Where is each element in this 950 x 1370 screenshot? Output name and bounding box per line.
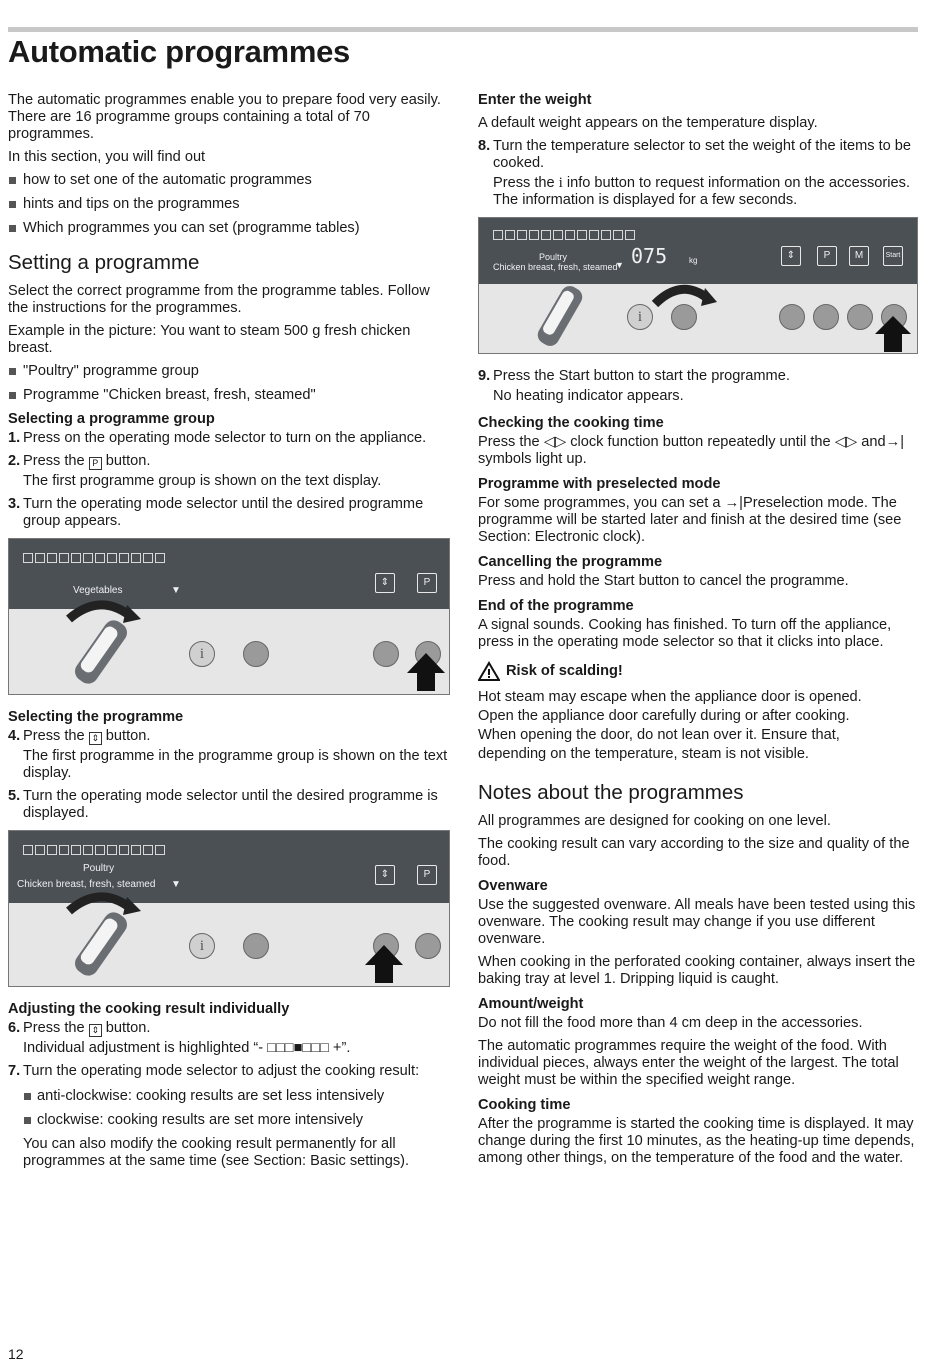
subheading-adjust: Adjusting the cooking result individually xyxy=(8,1001,290,1017)
control-panel-illustration-3 xyxy=(478,217,918,354)
page-number: 12 xyxy=(8,1346,24,1362)
weight-unit: kg xyxy=(689,256,698,265)
step-item: 4. Press the ⇕ button. The first programme in the programme group is shown on the text display. xyxy=(8,728,448,781)
amount-text: Do not fill the food more than 4 cm deep in the accessories. xyxy=(478,1015,863,1031)
round-button xyxy=(813,304,839,330)
updown-key-icon: ⇕ xyxy=(89,732,102,745)
warning-triangle-icon xyxy=(478,661,500,681)
end-text: A signal sounds. Cooking has finished. To turn off the appliance, press in the operating mode selector so that it clicks into place. xyxy=(478,617,892,650)
display-text-group: Poultry xyxy=(539,252,568,262)
display-text: Vegetables xyxy=(73,585,123,596)
selector-knob-icon xyxy=(523,274,603,354)
step-item: 9. Press the Start button to start the programme. No heating indicator appears. xyxy=(478,368,790,404)
page-title: Automatic programmes xyxy=(8,34,350,69)
group-steps xyxy=(8,430,450,530)
dropdown-arrow-icon: ▼ xyxy=(171,585,181,596)
clock-arrows-icon: ◁▷ xyxy=(834,434,858,450)
intro-list xyxy=(8,172,450,237)
display-text-group: Poultry xyxy=(83,863,115,874)
mode-icons-row xyxy=(493,230,635,240)
subheading-checking: Checking the cooking time xyxy=(478,415,664,431)
subheading-group: Selecting a programme group xyxy=(8,411,215,427)
control-panel-illustration-2 xyxy=(8,830,450,987)
updown-key-icon: ⇕ xyxy=(89,1024,102,1037)
step-item: 1. Press on the operating mode selector to turn on the appliance. xyxy=(8,430,427,446)
info-button-icon: i xyxy=(189,933,215,959)
notes-text: The cooking result can vary according to the size and quality of the food. xyxy=(478,836,910,869)
mode-icons-row xyxy=(23,553,165,563)
risk-text: Hot steam may escape when the appliance door is opened. Open the appliance door carefully during or after cooking. When opening the door, do not lean over it. Ensure that, depending on the temperature, steam is not visible. xyxy=(478,689,862,762)
step-item: 7. Turn the operating mode selector to adjust the cooking result: anti-clockwise: cooking results are set less intensively clockwise: cooking results are set more intensively You can also modify the cooking result permanently for all programmes at the same time (see Section: Basic settings). xyxy=(8,1063,450,1170)
setting-list xyxy=(8,363,450,404)
clock-arrows-icon: ◁▷ xyxy=(543,434,567,450)
weight-steps xyxy=(478,138,918,209)
programme-steps xyxy=(8,728,450,822)
info-symbol-icon: i xyxy=(558,175,563,191)
display-text-programme: Chicken breast, fresh, steamed xyxy=(17,879,156,890)
section-heading-setting: Setting a programme xyxy=(8,251,200,274)
subheading-weight: Enter the weight xyxy=(478,92,592,108)
p-button: P xyxy=(417,865,437,885)
list-item: Programme "Chicken breast, fresh, steamed" xyxy=(8,387,450,404)
info-button-icon: i xyxy=(189,641,215,667)
step-item: 8. Turn the temperature selector to set the weight of the items to be cooked. Press the i info button to request information on the accessories. The information is displayed for a few seconds. xyxy=(478,138,912,208)
list-item: clockwise: cooking results are set more intensively xyxy=(23,1112,450,1129)
list-item: hints and tips on the programmes xyxy=(8,196,450,213)
setting-text: Select the correct programme from the programme tables. Follow the instructions for the programmes. xyxy=(8,283,430,316)
step-item: 3. Turn the operating mode selector until the desired programme group appears. xyxy=(8,496,424,529)
info-button-icon: i xyxy=(627,304,653,330)
subheading-ovenware: Ovenware xyxy=(478,878,548,894)
end-time-icon: →| xyxy=(885,434,904,450)
weight-display: 075 xyxy=(631,244,668,268)
subheading-cancelling: Cancelling the programme xyxy=(478,554,663,570)
round-button xyxy=(847,304,873,330)
section-heading-notes: Notes about the programmes xyxy=(478,781,744,804)
p-button: P xyxy=(417,573,437,593)
updown-arrow-icon: ⇕ xyxy=(781,246,801,266)
round-button xyxy=(779,304,805,330)
subheading-preselected: Programme with preselected mode xyxy=(478,476,721,492)
list-item: anti-clockwise: cooking results are set less intensively xyxy=(23,1088,450,1105)
start-steps xyxy=(478,368,918,405)
preselected-text: For some programmes, you can set a →|Preselection mode. The programme will be started later and finish at the desired time (see Section: Electronic clock). xyxy=(478,495,902,545)
start-button: Start xyxy=(883,246,903,266)
left-column xyxy=(8,92,450,1176)
ovenware-text-2: When cooking in the perforated cooking container, always insert the baking tray at level 1. Dripping liquid is caught. xyxy=(478,954,916,987)
step-item: 5. Turn the operating mode selector until the desired programme is displayed. xyxy=(8,788,438,821)
selector-knob-icon xyxy=(61,889,151,989)
round-button xyxy=(243,641,269,667)
warning-heading: Risk of scalding! xyxy=(478,661,918,681)
intro-text: The automatic programmes enable you to prepare food very easily. There are 16 programme groups containing a total of 70 programmes. xyxy=(8,92,441,142)
mode-icons-row xyxy=(23,845,165,855)
subheading-cooking-time: Cooking time xyxy=(478,1097,571,1113)
dropdown-arrow-icon: ▼ xyxy=(615,260,624,270)
p-key-icon: P xyxy=(89,457,102,470)
adjust-list xyxy=(23,1088,450,1129)
dropdown-arrow-icon: ▼ xyxy=(171,879,181,890)
selector-knob-icon xyxy=(61,597,151,697)
list-item: Which programmes you can set (programme tables) xyxy=(8,220,450,237)
adjust-steps xyxy=(8,1020,450,1170)
weight-text: A default weight appears on the temperature display. xyxy=(478,115,818,131)
press-arrow-icon xyxy=(873,314,913,352)
subheading-programme: Selecting the programme xyxy=(8,709,184,725)
round-button xyxy=(671,304,697,330)
subheading-end: End of the programme xyxy=(478,598,634,614)
step-item: 2. Press the P button. The first programme group is shown on the text display. xyxy=(8,453,382,489)
step-item: 6. Press the ⇕ button. Individual adjustment is highlighted “- □□□■□□□ +”. xyxy=(8,1020,351,1056)
p-button: P xyxy=(817,246,837,266)
cooking-time-text: After the programme is started the cooking time is displayed. It may change during the first 10 minutes, as the heating-up time depends, among other things, on the temperature of the food and the water. xyxy=(478,1116,915,1166)
round-button xyxy=(415,933,441,959)
m-button: M xyxy=(849,246,869,266)
end-time-icon: →| xyxy=(724,495,743,511)
amount-text-2: The automatic programmes require the weight of the food. With individual pieces, always enter the weight of the largest. The total weight must be within the specified weight range. xyxy=(478,1038,899,1088)
intro-text-2: In this section, you will find out xyxy=(8,149,206,165)
updown-arrow-icon: ⇕ xyxy=(375,573,395,593)
list-item: how to set one of the automatic programmes xyxy=(8,172,450,189)
list-item: "Poultry" programme group xyxy=(8,363,450,380)
right-column xyxy=(478,92,918,1173)
subheading-amount: Amount/weight xyxy=(478,996,584,1012)
control-panel-illustration-1 xyxy=(8,538,450,695)
ovenware-text: Use the suggested ovenware. All meals have been tested using this ovenware. The cooking result may change if you use different ovenware. xyxy=(478,897,916,947)
press-arrow-icon xyxy=(405,651,447,691)
press-arrow-icon xyxy=(363,943,405,983)
display-text-programme: Chicken breast, fresh, steamed xyxy=(493,262,618,272)
updown-arrow-icon: ⇕ xyxy=(375,865,395,885)
top-rule xyxy=(8,27,918,32)
setting-example: Example in the picture: You want to steam 500 g fresh chicken breast. xyxy=(8,323,411,356)
checking-text: Press the ◁▷ clock function button repeatedly until the ◁▷ and→| symbols light up. xyxy=(478,434,904,467)
round-button xyxy=(243,933,269,959)
notes-text: All programmes are designed for cooking on one level. xyxy=(478,813,831,829)
cancelling-text: Press and hold the Start button to cancel the programme. xyxy=(478,573,849,589)
round-button xyxy=(373,641,399,667)
